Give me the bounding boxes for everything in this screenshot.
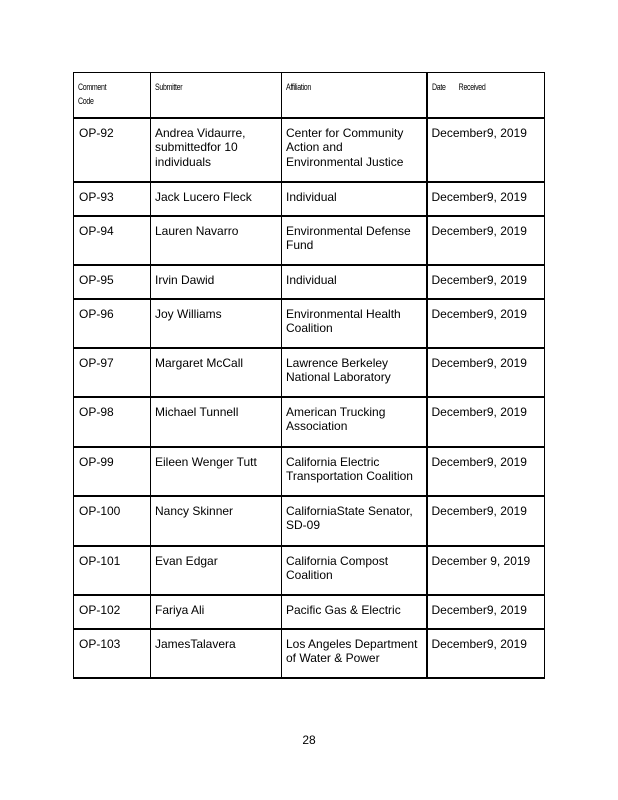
cell-affiliation: Individual bbox=[282, 265, 427, 299]
cell-comment-code: OP-99 bbox=[74, 447, 151, 496]
header-affiliation: Affiliation bbox=[282, 73, 427, 118]
cell-date-received: December 9, 2019 bbox=[427, 546, 545, 595]
table-row bbox=[74, 595, 545, 629]
table-row bbox=[74, 182, 545, 216]
cell-affiliation: CaliforniaState Senator, SD-09 bbox=[282, 496, 427, 546]
cell-comment-code: OP-103 bbox=[74, 629, 151, 678]
table-row bbox=[74, 118, 545, 182]
cell-submitter: Eileen Wenger Tutt bbox=[151, 447, 282, 496]
cell-submitter: Irvin Dawid bbox=[151, 265, 282, 299]
comments-table bbox=[73, 72, 545, 679]
cell-comment-code: OP-102 bbox=[74, 595, 151, 629]
table-header-row bbox=[74, 73, 545, 118]
cell-comment-code: OP-101 bbox=[74, 546, 151, 595]
cell-affiliation: Environmental Health Coalition bbox=[282, 299, 427, 348]
table-row bbox=[74, 629, 545, 678]
cell-comment-code: OP-95 bbox=[74, 265, 151, 299]
table-row bbox=[74, 397, 545, 447]
cell-affiliation: Center for Community Action and Environmental Justice bbox=[282, 118, 427, 182]
cell-date-received: December9, 2019 bbox=[427, 397, 545, 447]
cell-submitter: JamesTalavera bbox=[151, 629, 282, 678]
cell-comment-code: OP-96 bbox=[74, 299, 151, 348]
table-row bbox=[74, 546, 545, 595]
cell-affiliation: Los Angeles Department of Water & Power bbox=[282, 629, 427, 678]
cell-submitter: Jack Lucero Fleck bbox=[151, 182, 282, 216]
cell-affiliation: California Electric Transportation Coalition bbox=[282, 447, 427, 496]
cell-affiliation: Individual bbox=[282, 182, 427, 216]
cell-affiliation: Lawrence Berkeley National Laboratory bbox=[282, 348, 427, 397]
cell-comment-code: OP-92 bbox=[74, 118, 151, 182]
cell-comment-code: OP-98 bbox=[74, 397, 151, 447]
cell-submitter: Margaret McCall bbox=[151, 348, 282, 397]
header-comment-code: Comment Code bbox=[74, 73, 151, 118]
header-submitter: Submitter bbox=[151, 73, 282, 118]
page-number: 28 bbox=[302, 733, 316, 747]
cell-date-received: December9, 2019 bbox=[427, 447, 545, 496]
cell-date-received: December9, 2019 bbox=[427, 595, 545, 629]
cell-date-received: December9, 2019 bbox=[427, 182, 545, 216]
cell-date-received: December9, 2019 bbox=[427, 216, 545, 265]
cell-submitter: Fariya Ali bbox=[151, 595, 282, 629]
cell-date-received: December9, 2019 bbox=[427, 348, 545, 397]
cell-date-received: December9, 2019 bbox=[427, 496, 545, 546]
table-row bbox=[74, 348, 545, 397]
cell-submitter: Michael Tunnell bbox=[151, 397, 282, 447]
table-row bbox=[74, 299, 545, 348]
table-row bbox=[74, 265, 545, 299]
cell-affiliation: Pacific Gas & Electric bbox=[282, 595, 427, 629]
cell-submitter: Evan Edgar bbox=[151, 546, 282, 595]
cell-affiliation: American Trucking Association bbox=[282, 397, 427, 447]
cell-submitter: Lauren Navarro bbox=[151, 216, 282, 265]
cell-comment-code: OP-100 bbox=[74, 496, 151, 546]
cell-comment-code: OP-94 bbox=[74, 216, 151, 265]
table-row bbox=[74, 216, 545, 265]
cell-date-received: December9, 2019 bbox=[427, 265, 545, 299]
header-date-received: Date Received bbox=[427, 73, 545, 118]
cell-submitter: Andrea Vidaurre, submittedfor 10 individuals bbox=[151, 118, 282, 182]
cell-date-received: December9, 2019 bbox=[427, 629, 545, 678]
cell-affiliation: Environmental Defense Fund bbox=[282, 216, 427, 265]
cell-submitter: Nancy Skinner bbox=[151, 496, 282, 546]
cell-date-received: December9, 2019 bbox=[427, 299, 545, 348]
cell-affiliation: California Compost Coalition bbox=[282, 546, 427, 595]
cell-comment-code: OP-97 bbox=[74, 348, 151, 397]
cell-date-received: December9, 2019 bbox=[427, 118, 545, 182]
cell-submitter: Joy Williams bbox=[151, 299, 282, 348]
table-row bbox=[74, 496, 545, 546]
cell-comment-code: OP-93 bbox=[74, 182, 151, 216]
table-row bbox=[74, 447, 545, 496]
